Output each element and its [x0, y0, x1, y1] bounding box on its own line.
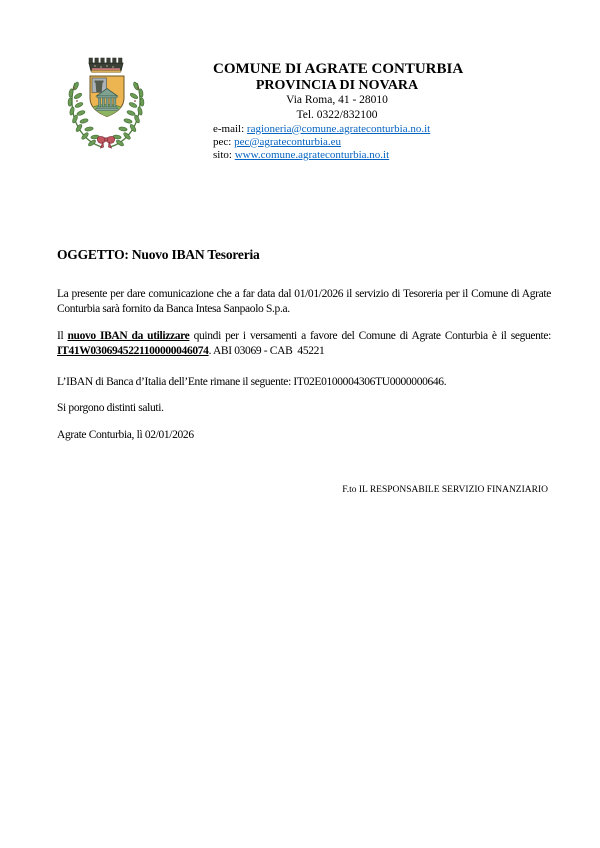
new-iban-value: IT41W0306945221100000046074: [57, 345, 209, 357]
email-link[interactable]: ragioneria@comune.agrateconturbia.no.it: [246, 122, 431, 135]
org-name: COMUNE DI AGRATE CONTURBIA: [213, 61, 464, 77]
coat-of-arms-icon: [59, 55, 153, 153]
p2-text-mid: quindi per i versamenti a favore del Comune di Agrate Conturbia è il seguente:: [189, 330, 551, 342]
signature-line: F.to IL RESPONSABILE SERVIZIO FINANZIARIO: [342, 485, 548, 495]
email-label: e-mail:: [213, 122, 247, 135]
pec-link[interactable]: pec@agrateconturbia.eu: [234, 135, 342, 148]
p2-text-pre: Il: [57, 330, 68, 342]
pec-label: pec:: [213, 135, 235, 148]
p2-text-post: . ABI 03069 - CAB 45221: [208, 345, 325, 357]
dateline: Agrate Conturbia, lì 02/01/2026: [57, 429, 194, 441]
org-province: PROVINCIA DI NOVARA: [255, 77, 419, 93]
org-phone: Tel. 0322/832100: [296, 108, 378, 121]
org-address: Via Roma, 41 - 28010: [286, 93, 388, 106]
pec-line: [213, 136, 461, 149]
paragraph-new-iban: [57, 329, 551, 359]
new-iban-phrase: nuovo IBAN da utilizzare: [67, 330, 190, 342]
website-link[interactable]: www.comune.agrateconturbia.no.it: [234, 148, 390, 161]
letterhead: [213, 61, 464, 162]
website-label: sito:: [213, 148, 235, 161]
subject-line: OGGETTO: Nuovo IBAN Tesoreria: [57, 247, 260, 262]
paragraph-tesoreria: La presente per dare comunicazione che a far data dal 01/01/2026 il servizio di Tesoreria per il Comune di Agrate Conturbia sarà fornito da Banca Intesa Sanpaolo S.p.a.: [57, 288, 551, 315]
coat-of-arms-svg: [59, 55, 153, 153]
website-line: [213, 149, 461, 162]
paragraph-bankitalia-iban: L’IBAN di Banca d’Italia dell’Ente rimane il seguente: IT02E0100004306TU0000000646.: [57, 376, 447, 388]
email-line: [213, 123, 461, 136]
salutation: Si porgono distinti saluti.: [57, 402, 164, 414]
